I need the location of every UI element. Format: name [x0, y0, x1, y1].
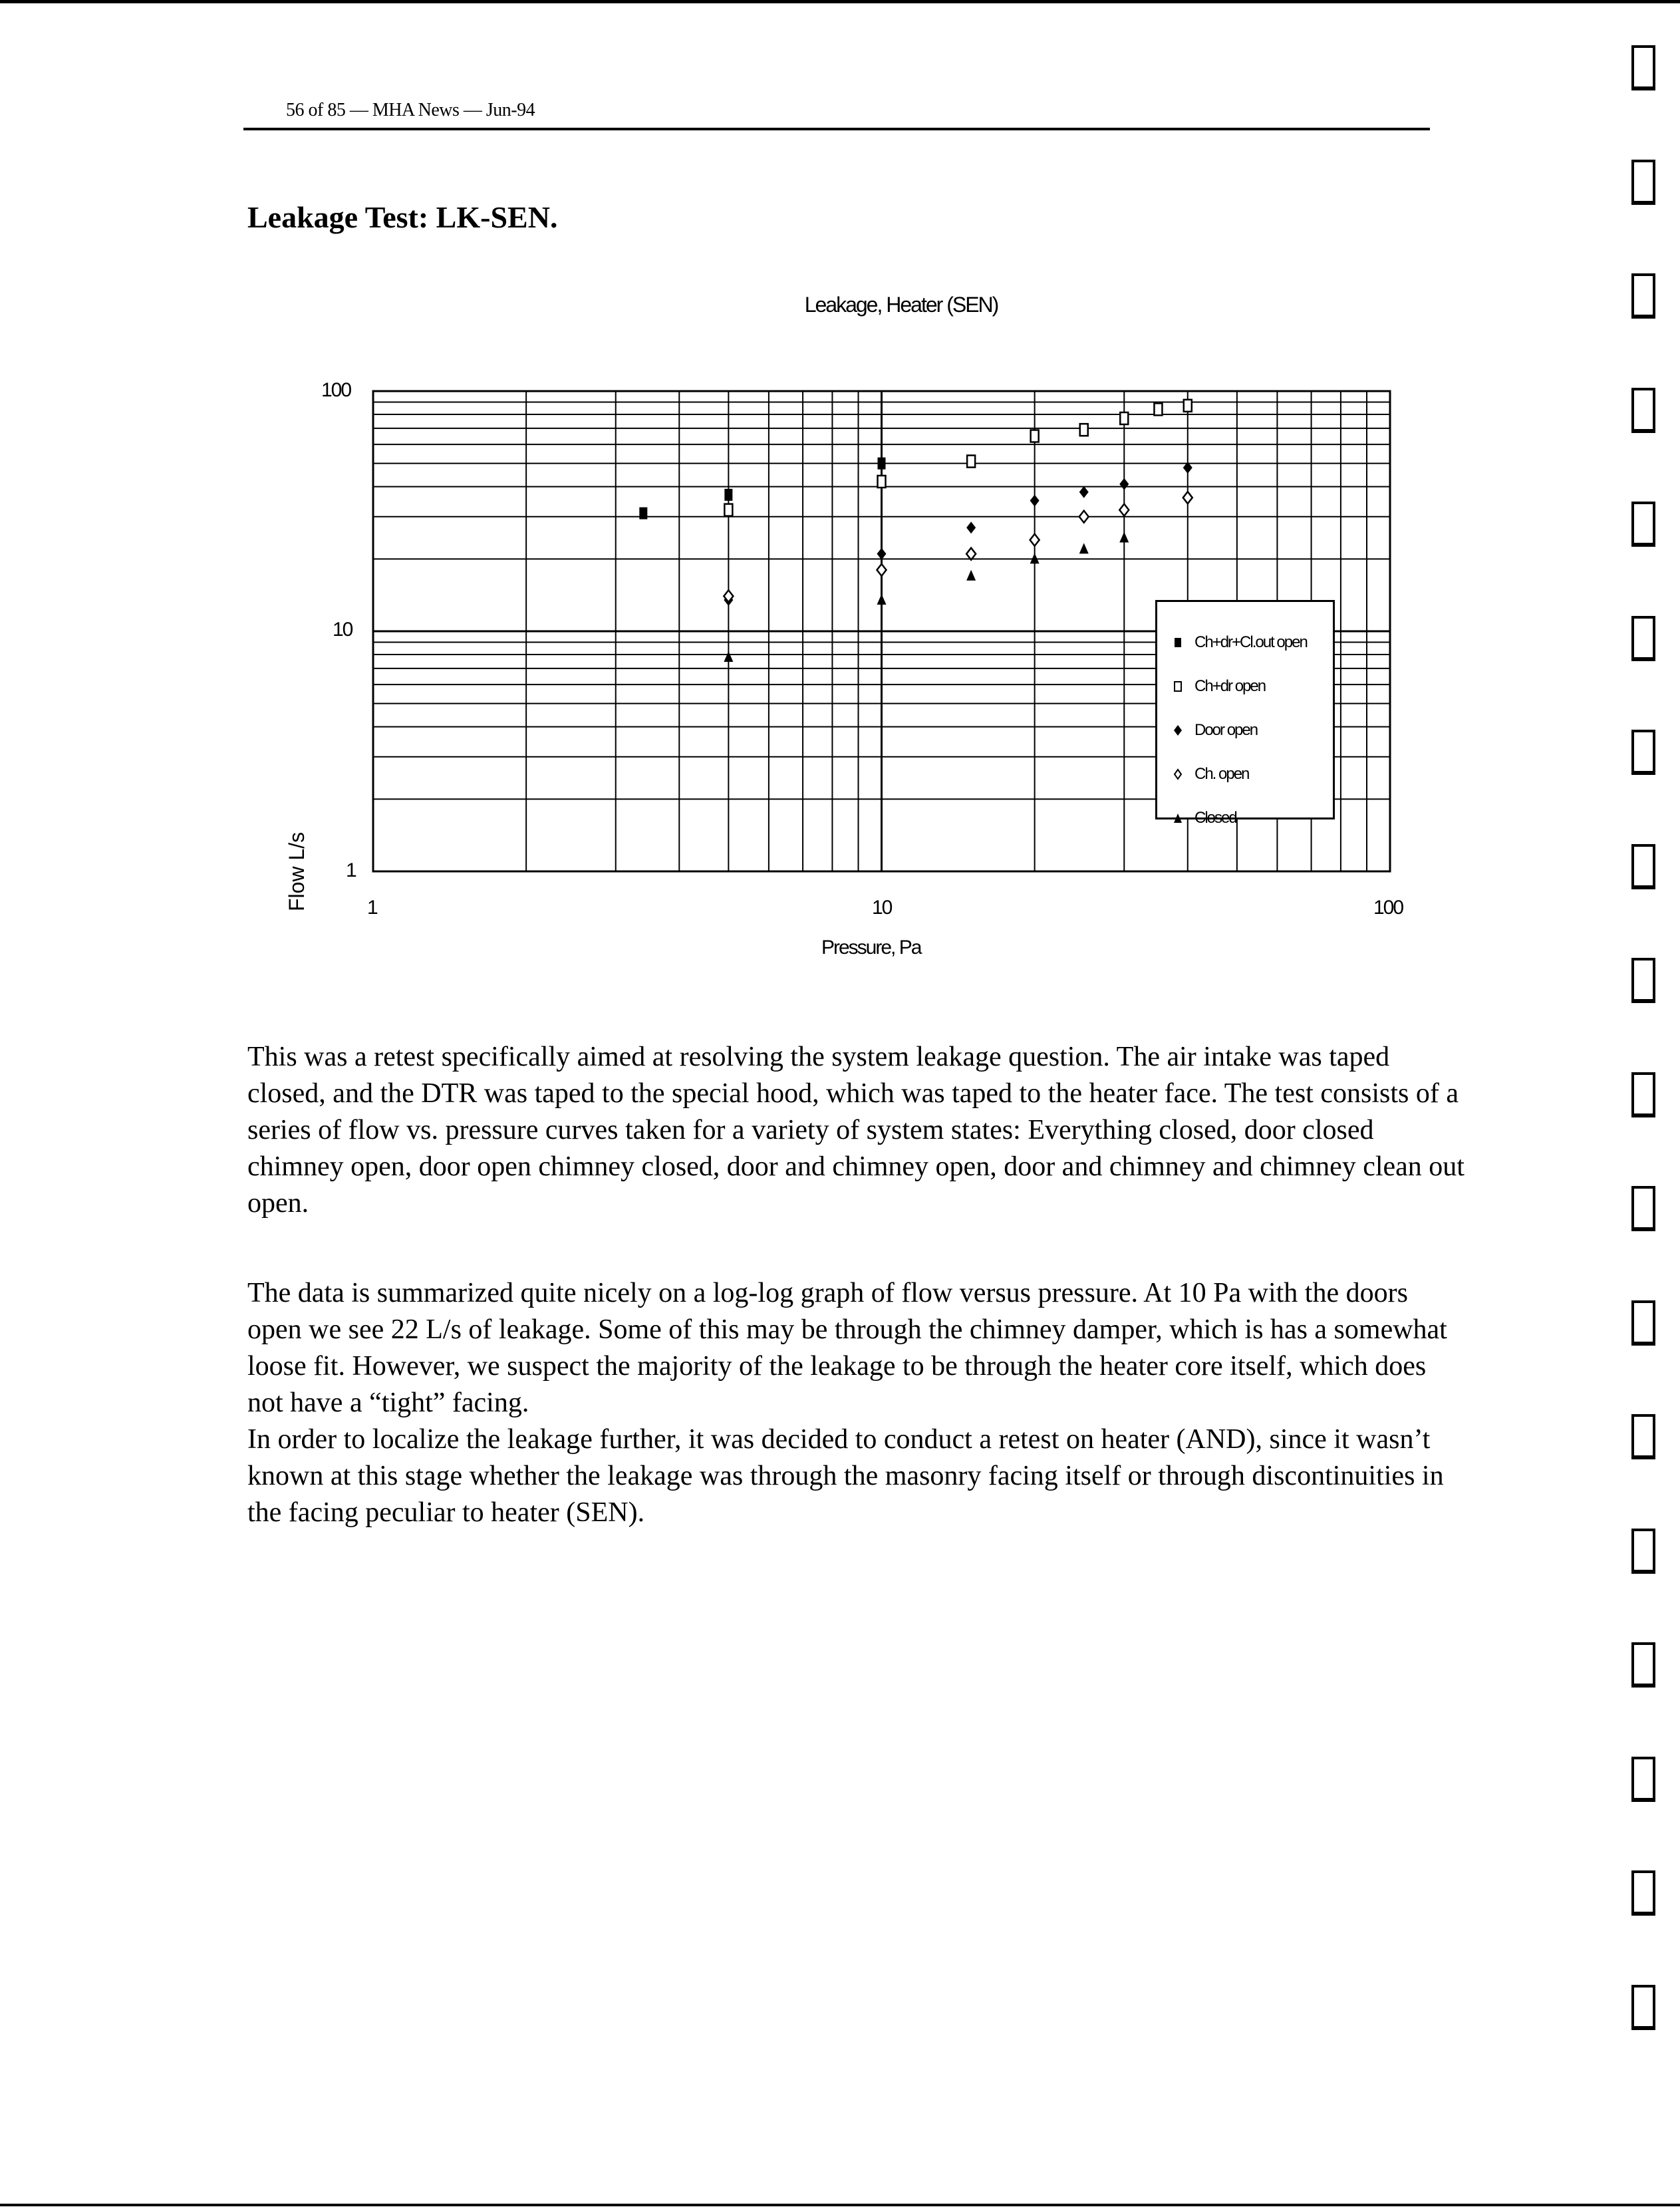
- binder-hole: [1631, 1642, 1655, 1688]
- chart-title: Leakage, Heater (SEN): [804, 293, 998, 317]
- binder-hole: [1631, 1072, 1655, 1117]
- x-axis-label: Pressure, Pa: [821, 937, 921, 958]
- chart-legend: [1155, 600, 1335, 827]
- leakage-chart: [266, 293, 1430, 971]
- x-tick-1: 1: [367, 897, 377, 919]
- legend-label: Ch. open: [1194, 765, 1249, 783]
- paragraph-summary: [247, 1275, 1465, 1531]
- legend-label: Ch+dr open: [1194, 677, 1266, 695]
- legend-label: Closed: [1194, 809, 1236, 827]
- legend-item: [1157, 708, 1333, 752]
- paragraph-summary-part2: In order to localize the leakage further, it was decided to conduct a retest on heater (AND), since it wasn’t known at this stage whether the leakage was through the masonry facing itself or through discontinuities in the facing peculiar to heater (SEN).: [247, 1424, 1444, 1528]
- binder-hole: [1631, 616, 1655, 661]
- binder-hole: [1631, 958, 1655, 1003]
- filled-triangle-marker-icon: [1173, 812, 1183, 824]
- x-tick-100: 100: [1373, 897, 1403, 919]
- binder-hole: [1631, 1529, 1655, 1574]
- binder-hole: [1631, 1757, 1655, 1802]
- page-bottom-edge: [0, 2204, 1680, 2206]
- legend-item: [1157, 752, 1333, 796]
- binder-hole: [1631, 1870, 1655, 1916]
- legend-item: [1157, 621, 1333, 664]
- binder-hole: [1631, 1186, 1655, 1231]
- paragraph-summary-part1: The data is summarized quite nicely on a log-log graph of flow versus pressure. At 10 Pa with the doors open we see 22 L/s of leakage. Some of this may be through the chimney damper, which is has a somewhat loose fit. However, we suspect the majority of the leakage to be through the heater core itself, which does not have a “tight” facing.: [247, 1278, 1447, 1418]
- binder-hole: [1631, 388, 1655, 433]
- open-square-marker-icon: [1173, 680, 1183, 692]
- binder-hole: [1631, 45, 1655, 90]
- binder-hole: [1631, 1414, 1655, 1459]
- legend-item: [1157, 664, 1333, 708]
- open-diamond-marker-icon: [1173, 768, 1183, 780]
- binder-hole: [1631, 1300, 1655, 1346]
- legend-label: Ch+dr+Cl.out open: [1194, 633, 1307, 651]
- section-title: Leakage Test: LK-SEN.: [247, 200, 558, 234]
- x-tick-10: 10: [872, 897, 892, 919]
- y-tick-10: 10: [333, 619, 352, 641]
- header-rule: [243, 128, 1430, 130]
- filled-diamond-marker-icon: [1173, 724, 1183, 736]
- binder-hole: [1631, 160, 1655, 205]
- filled-square-marker-icon: [1173, 637, 1183, 649]
- y-tick-100: 100: [321, 379, 351, 401]
- binder-hole: [1631, 1985, 1655, 2030]
- paragraph-procedure: This was a retest specifically aimed at resolving the system leakage question. The air intake was taped closed, and the DTR was taped to the special hood, which was taped to the heater face. The test consists of a series of flow vs. pressure curves taken for a variety of system states: Everything closed, door closed chimney open, door open chimney closed, door and chimney open, door and chimney and chimney clean out open.: [247, 1042, 1465, 1219]
- page-top-edge: [0, 0, 1680, 3]
- y-tick-1: 1: [346, 859, 356, 881]
- binder-hole: [1631, 273, 1655, 319]
- binder-hole: [1631, 730, 1655, 775]
- legend-label: Door open: [1194, 721, 1258, 739]
- running-header: 56 of 85 — MHA News — Jun-94: [286, 100, 535, 120]
- binder-hole: [1631, 502, 1655, 547]
- binder-hole: [1631, 844, 1655, 889]
- y-axis-label: Flow L/s: [285, 831, 309, 911]
- legend-item: [1157, 796, 1333, 840]
